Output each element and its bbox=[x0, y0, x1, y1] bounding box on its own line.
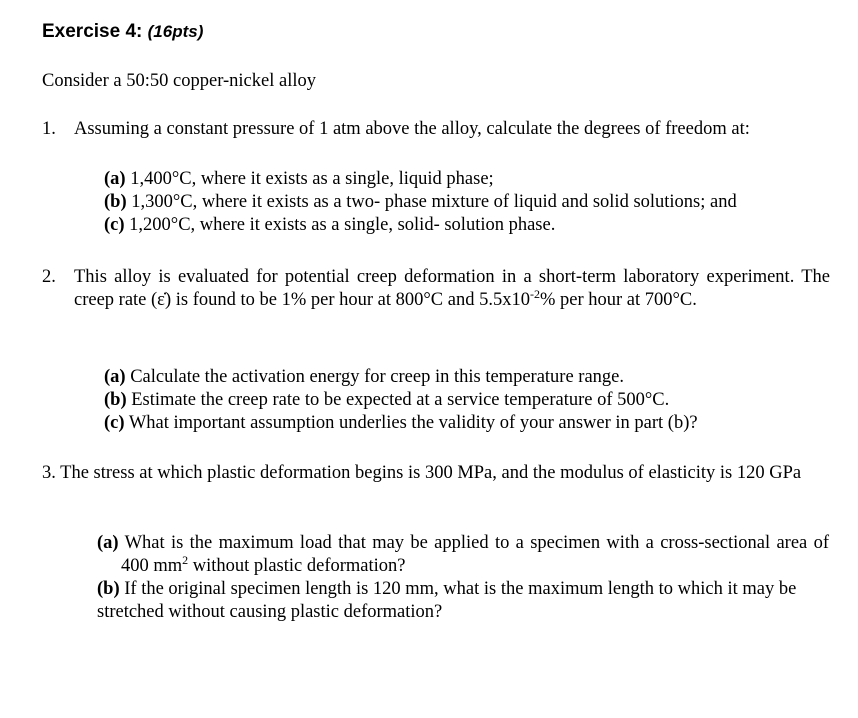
question-1-text: Assuming a constant pressure of 1 atm above the alloy, calculate the degrees of freedom at: bbox=[74, 119, 750, 139]
question-1 bbox=[42, 118, 822, 141]
question-2-part-c: (c) What important assumption underlies the validity of your answer in part (b)? bbox=[104, 413, 698, 433]
question-2 bbox=[42, 266, 830, 312]
question-3-part-b: (b) If the original specimen length is 120 mm, what is the maximum length to which it may be stretched without causing plastic deformation? bbox=[97, 579, 797, 622]
question-1-parts bbox=[104, 168, 834, 237]
question-2-parts bbox=[104, 366, 834, 435]
exponent: -2 bbox=[529, 287, 540, 301]
question-2-number: 2. bbox=[42, 267, 56, 287]
exercise-heading: Exercise 4: bbox=[42, 21, 143, 42]
question-1-part-a: (a) 1,400°C, where it exists as a single, liquid phase; bbox=[104, 169, 494, 189]
question-3-text: 3. The stress at which plastic deformation begins is 300 MPa, and the modulus of elasticity is 120 GPa bbox=[42, 463, 802, 483]
exponent: 2 bbox=[182, 553, 189, 567]
exercise-title bbox=[42, 20, 203, 43]
question-2-part-a: (a) Calculate the activation energy for creep in this temperature range. bbox=[104, 367, 625, 387]
question-2-part-b: (b) Estimate the creep rate to be expected at a service temperature of 500°C. bbox=[104, 390, 670, 410]
intro-text: Consider a 50:50 copper-nickel alloy bbox=[42, 71, 316, 91]
question-1-part-b: (b) 1,300°C, where it exists as a two- phase mixture of liquid and solid solutions; and bbox=[104, 192, 737, 212]
question-3-part-a: (a) What is the maximum load that may be applied to a specimen with a cross-sectional area of 400 $mm^2$ without plastic deformation? bbox=[97, 533, 829, 576]
question-2-text: This alloy is evaluated for potential creep deformation in a short-term laboratory experiment. The creep rate (ε̇) is found to be 1% per hour at 800°C and $5.5x10^{-2}\%$ per hour at 700°C. bbox=[74, 267, 830, 310]
question-3 bbox=[42, 462, 830, 485]
exercise-points: (16pts) bbox=[147, 22, 204, 41]
question-1-part-c: (c) 1,200°C, where it exists as a single, solid- solution phase. bbox=[104, 215, 556, 235]
question-1-number: 1. bbox=[42, 119, 56, 139]
question-3-parts bbox=[97, 532, 829, 624]
